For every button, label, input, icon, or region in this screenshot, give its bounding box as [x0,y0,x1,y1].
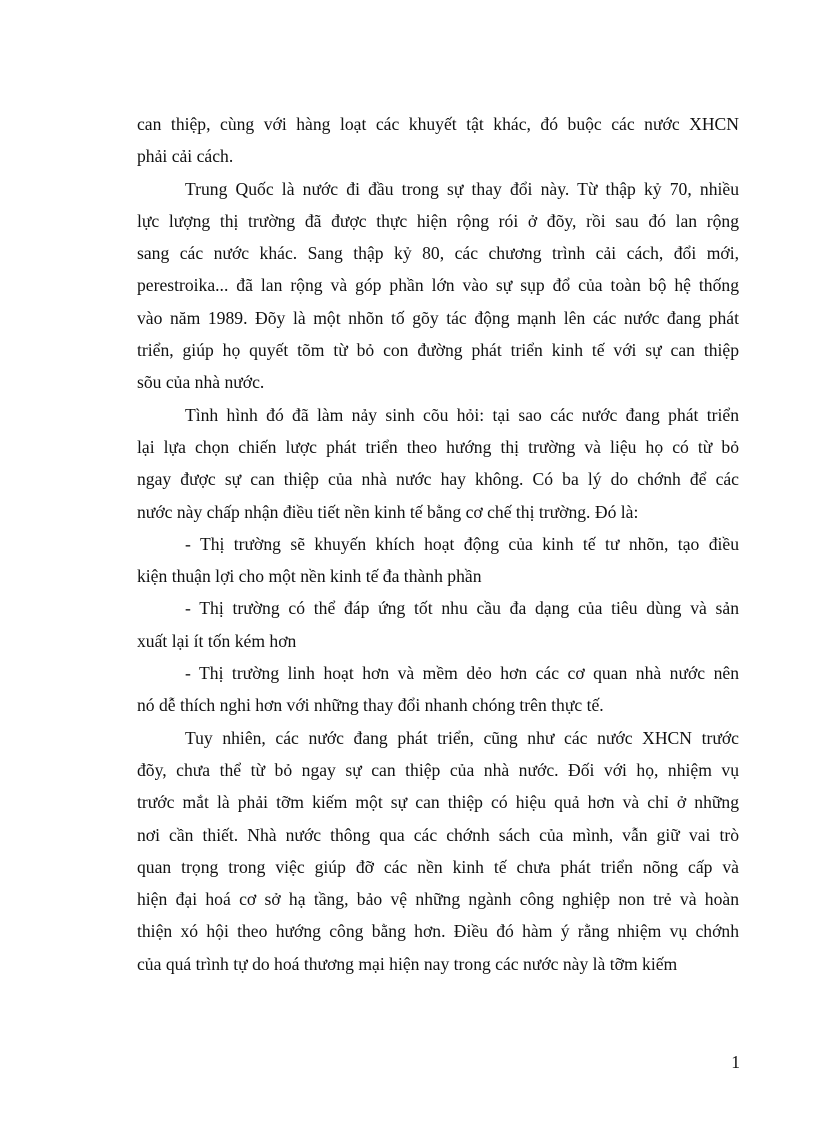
text-line: kiện thuận lợi cho một nền kinh tế đa thành phần [137,566,482,587]
text-line: đõy, chưa thể từ bỏ ngay sự can thiệp của nhà nước. Đối với họ, nhiệm vụ [137,759,739,780]
text-line: quan trọng trong việc giúp đỡ các nền kinh tế chưa phát triển nõng cấp và [137,856,739,877]
text-line: nước này chấp nhận điều tiết nền kinh tế bằng cơ chế thị trường. Đó là: [137,501,639,522]
text-line: sõu của nhà nước. [137,372,265,393]
paragraph [137,592,739,657]
text-line: trước mắt là phải tỡm kiếm một sự can thiệp có hiệu quả hơn và chỉ ở những [137,792,739,813]
text-line: sang các nước khác. Sang thập kỷ 80, các chương trình cải cách, đổi mới, [137,243,739,264]
text-line: thiện xó hội theo hướng công bằng hơn. Điều đó hàm ý rằng nhiệm vụ chớnh [137,921,739,942]
page-number: 1 [731,1052,740,1072]
text-line: perestroika... đã lan rộng và góp phần lớn vào sự sụp đổ của toàn bộ hệ thống [137,275,739,296]
text-line: triển, giúp họ quyết tõm từ bỏ con đường phát triển kinh tế với sự can thiệp [137,340,739,361]
text-line: phải cải cách. [137,146,234,167]
text-line: - Thị trường sẽ khuyến khích hoạt động của kinh tế tư nhõn, tạo điều [185,533,739,554]
text-line: Tình hình đó đã làm nảy sinh cõu hỏi: tại sao các nước đang phát triển [185,404,739,425]
paragraph [137,173,739,399]
document-body [137,108,739,980]
paragraph [137,657,739,722]
text-line: của quá trình tự do hoá thương mại hiện nay trong các nước này là tỡm kiếm [137,953,678,974]
paragraph [137,528,739,593]
text-line: - Thị trường có thể đáp ứng tốt nhu cầu đa dạng của tiêu dùng và sản [185,598,739,619]
text-line: - Thị trường linh hoạt hơn và mềm dẻo hơn các cơ quan nhà nước nên [185,663,739,684]
paragraph [137,399,739,528]
text-line: nó dễ thích nghi hơn với những thay đổi nhanh chóng trên thực tế. [137,695,604,716]
text-line: nơi cần thiết. Nhà nước thông qua các chớnh sách của mình, vẫn giữ vai trò [137,824,739,845]
text-line: ngay được sự can thiệp của nhà nước hay không. Có ba lý do chớnh để các [137,469,739,490]
text-line: hiện đại hoá cơ sở hạ tầng, bảo vệ những ngành công nghiệp non trẻ và hoàn [137,889,739,910]
text-line: can thiệp, cùng với hàng loạt các khuyết tật khác, đó buộc các nước XHCN [137,114,739,134]
text-line: Trung Quốc là nước đi đầu trong sự thay đổi này. Từ thập kỷ 70, nhiều [185,178,739,199]
text-line: xuất lại ít tốn kém hơn [137,630,297,651]
paragraph [137,722,739,980]
text-line: vào năm 1989. Đõy là một nhõn tố gõy tác động mạnh lên các nước đang phát [137,307,739,328]
text-line: lại lựa chọn chiến lược phát triển theo hướng thị trường và liệu họ có từ bỏ [137,436,739,457]
paragraph [137,108,739,173]
text-line: lực lượng thị trường đã được thực hiện rộng rói ở đõy, rồi sau đó lan rộng [137,210,739,231]
text-line: Tuy nhiên, các nước đang phát triển, cũng như các nước XHCN trước [185,727,739,748]
